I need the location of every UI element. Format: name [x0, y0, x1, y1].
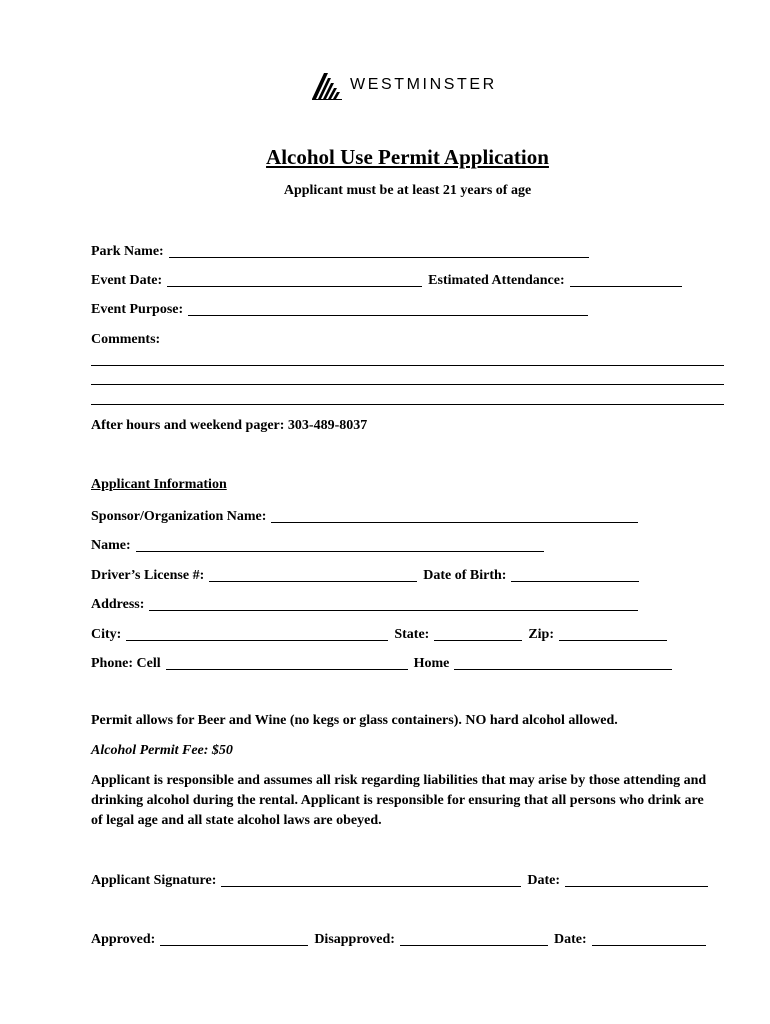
address-label: Address:	[91, 597, 145, 612]
westminster-logo-icon	[310, 69, 344, 101]
event-purpose-label: Event Purpose:	[91, 302, 184, 317]
permit-fee-text: Alcohol Permit Fee: $50	[91, 743, 233, 758]
sponsor-label: Sponsor/Organization Name:	[91, 509, 267, 524]
event-purpose-row	[91, 300, 588, 318]
signature-field[interactable]	[221, 873, 521, 887]
park-name-row	[91, 242, 589, 260]
phone-cell-label: Phone: Cell	[91, 656, 161, 671]
approval-row	[91, 930, 706, 948]
event-purpose-field[interactable]	[188, 302, 588, 316]
state-label: State:	[394, 627, 430, 642]
comments-line-3[interactable]	[91, 404, 724, 405]
disapproved-field[interactable]	[400, 932, 548, 946]
form-title: Alcohol Use Permit Application	[266, 145, 549, 169]
city-row	[91, 625, 667, 643]
comments-line-1[interactable]	[91, 365, 724, 366]
attendance-label: Estimated Attendance:	[428, 273, 565, 288]
license-label: Driver’s License #:	[91, 568, 205, 583]
event-date-field[interactable]	[167, 273, 422, 287]
phone-home-label: Home	[413, 656, 450, 671]
comments-row	[91, 330, 165, 348]
signature-date-label: Date:	[527, 873, 561, 888]
sponsor-row	[91, 507, 638, 525]
state-field[interactable]	[434, 627, 522, 641]
phone-cell-field[interactable]	[166, 656, 408, 670]
signature-label: Applicant Signature:	[91, 873, 217, 888]
address-field[interactable]	[149, 597, 638, 611]
park-name-field[interactable]	[169, 244, 589, 258]
phone-row	[91, 654, 672, 672]
event-date-row	[91, 271, 682, 289]
approval-date-field[interactable]	[592, 932, 706, 946]
pager-info: After hours and weekend pager: 303-489-8037	[91, 418, 368, 433]
liability-text: Applicant is responsible and assumes all risk regarding liabilities that may arise by those attending and drinking alcohol during the rental. Applicant is responsible for ensuring that all persons who drink are of legal age and all state alcohol laws are obeyed.	[91, 773, 707, 828]
logo-wordmark: WESTMINSTER	[350, 76, 497, 93]
event-date-label: Event Date:	[91, 273, 163, 288]
zip-label: Zip:	[528, 627, 555, 642]
comments-line-2[interactable]	[91, 384, 724, 385]
signature-row	[91, 871, 708, 889]
dob-label: Date of Birth:	[423, 568, 507, 583]
name-field[interactable]	[136, 538, 544, 552]
approved-label: Approved:	[91, 932, 156, 947]
license-field[interactable]	[209, 568, 417, 582]
license-row	[91, 566, 639, 584]
permit-allowance-text: Permit allows for Beer and Wine (no kegs or glass containers). NO hard alcohol allowed.	[91, 713, 618, 728]
signature-date-field[interactable]	[565, 873, 708, 887]
city-label: City:	[91, 627, 122, 642]
attendance-field[interactable]	[570, 273, 682, 287]
approved-field[interactable]	[160, 932, 308, 946]
city-field[interactable]	[126, 627, 388, 641]
westminster-logo	[310, 68, 497, 102]
applicant-info-heading: Applicant Information	[91, 477, 227, 492]
form-subtitle: Applicant must be at least 21 years of age	[283, 183, 532, 198]
dob-field[interactable]	[511, 568, 639, 582]
zip-field[interactable]	[559, 627, 667, 641]
phone-home-field[interactable]	[454, 656, 672, 670]
name-row	[91, 536, 544, 554]
sponsor-field[interactable]	[271, 509, 638, 523]
park-name-label: Park Name:	[91, 244, 164, 259]
disapproved-label: Disapproved:	[314, 932, 395, 947]
approval-date-label: Date:	[553, 932, 587, 947]
address-row	[91, 595, 638, 613]
name-label: Name:	[91, 538, 131, 553]
comments-label: Comments:	[91, 332, 161, 347]
